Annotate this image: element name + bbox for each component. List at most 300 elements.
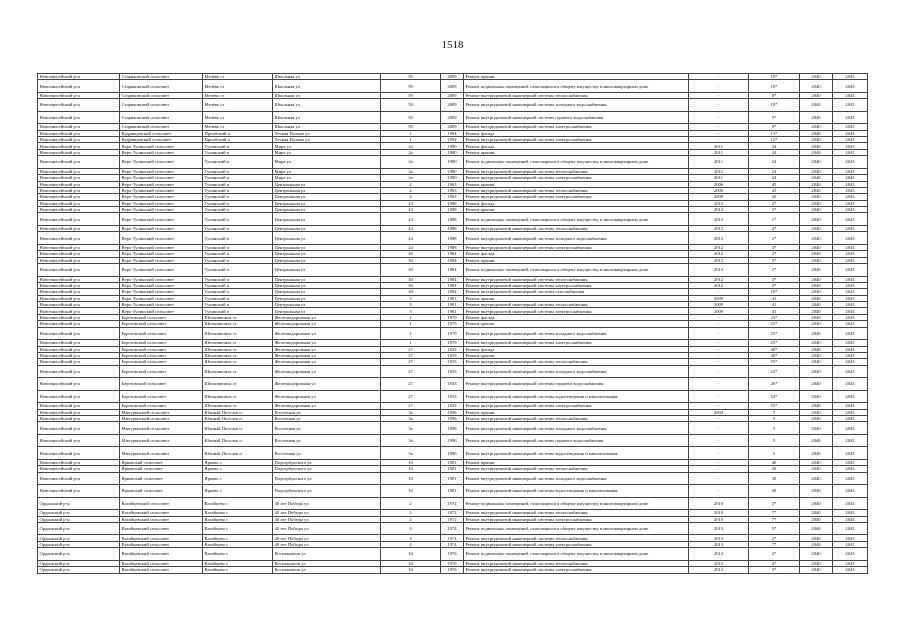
street-cell: Мира ул <box>273 175 381 181</box>
house-number-cell: 3а <box>381 434 441 447</box>
work-type-cell: Ремонт внутридомовой инженерной системы теплоснабжения <box>464 187 689 193</box>
district-cell: Новоенисейский р-н <box>38 485 120 498</box>
settlement-cell: Стариковский сельсовет <box>120 99 203 112</box>
street-cell: Восточная ул <box>273 422 381 435</box>
street-cell: Железнодорожная ул <box>273 390 381 403</box>
work-type-cell: Ремонт внутридомовой инженерной системы электроснабжения <box>464 340 689 346</box>
start-year-cell: 2040 <box>800 422 833 435</box>
end-year-cell: 2043 <box>833 365 868 378</box>
last-repair-year-cell: - <box>689 352 749 358</box>
table-row <box>38 522 868 535</box>
last-repair-year-cell: 2012 <box>689 213 749 226</box>
settlement-cell: Верх-Тулинский сельсовет <box>120 251 203 257</box>
last-repair-year-cell: 2012 <box>689 282 749 288</box>
settlement-cell: Ярковский сельсовет <box>120 485 203 498</box>
start-year-cell: 2040 <box>800 472 833 485</box>
house-number-cell: 59 <box>381 99 441 112</box>
build-year-cell: 1988 <box>441 244 464 250</box>
wear-cell: 3* <box>749 497 800 510</box>
work-type-cell: Ремонт фасада <box>464 251 689 257</box>
street-cell: Центральная ул <box>273 251 381 257</box>
build-year-cell: 1996 <box>441 416 464 422</box>
house-number-cell: 1 <box>381 340 441 346</box>
wear-cell: 5* <box>749 282 800 288</box>
work-type-cell: Ремонт внутридомовой инженерной системы электроснабжения <box>464 403 689 409</box>
last-repair-year-cell: - <box>689 137 749 143</box>
street-cell: Железнодорожная ул <box>273 327 381 340</box>
end-year-cell: 2043 <box>833 257 868 263</box>
locality-cell: Вагайцево с <box>203 541 273 547</box>
house-number-cell: 24 <box>381 200 441 206</box>
district-cell: Новоенисейский р-н <box>38 472 120 485</box>
table-row <box>38 378 868 391</box>
wear-cell: 13* <box>749 130 800 136</box>
work-type-cell: Ремонт фасада <box>464 314 689 320</box>
wear-cell: 24 <box>749 175 800 181</box>
wear-cell: 2* <box>749 232 800 245</box>
end-year-cell: 2043 <box>833 156 868 169</box>
start-year-cell: 2040 <box>800 143 833 149</box>
work-type-cell: Ремонт внутридомовой инженерной системы электроснабжения <box>464 541 689 547</box>
work-type-cell: Ремонт внутридомовой инженерной системы теплоснабжения <box>464 466 689 472</box>
build-year-cell: 2009 <box>441 124 464 130</box>
wear-cell: 22* <box>749 365 800 378</box>
start-year-cell: 2040 <box>800 359 833 365</box>
locality-cell: Тулинский п <box>203 168 273 174</box>
last-repair-year-cell: 2012 <box>689 567 749 573</box>
house-number-cell: 30 <box>381 251 441 257</box>
house-number-cell: 34 <box>381 560 441 566</box>
settlement-cell: Верх-Тулинский сельсовет <box>120 207 203 213</box>
start-year-cell: 2040 <box>800 548 833 561</box>
end-year-cell: 2043 <box>833 459 868 465</box>
house-number-cell: 3а <box>381 416 441 422</box>
work-type-cell: Ремонт подвальных помещений, относящихся к общему имуществу в многоквартирном доме <box>464 548 689 561</box>
settlement-cell: Березовский сельсовет <box>120 390 203 403</box>
start-year-cell: 2040 <box>800 111 833 124</box>
district-cell: Новоенисейский р-н <box>38 232 120 245</box>
house-number-cell: 30 <box>381 257 441 263</box>
locality-cell: Тулинский п <box>203 302 273 308</box>
work-type-cell: Ремонт крыши <box>464 181 689 187</box>
district-cell: Новоенисейский р-н <box>38 251 120 257</box>
settlement-cell: Верх-Тулинский сельсовет <box>120 276 203 282</box>
locality-cell: Вагайцево с <box>203 522 273 535</box>
last-repair-year-cell: - <box>689 359 749 365</box>
build-year-cell: 1996 <box>441 422 464 435</box>
street-cell: 40 лет Победы ул <box>273 541 381 547</box>
work-type-cell: Ремонт внутридомовой инженерной системы электроснабжения <box>464 244 689 250</box>
last-repair-year-cell: 2006 <box>689 181 749 187</box>
house-number-cell: 27 <box>381 346 441 352</box>
build-year-cell: 1996 <box>441 447 464 460</box>
house-number-cell: 10 <box>381 472 441 485</box>
build-year-cell: 1972 <box>441 516 464 522</box>
end-year-cell: 2043 <box>833 302 868 308</box>
settlement-cell: Верх-Тулинский сельсовет <box>120 225 203 231</box>
street-cell: Железнодорожная ул <box>273 403 381 409</box>
street-cell: Центральная ул <box>273 282 381 288</box>
street-cell: Восточная ул <box>273 434 381 447</box>
start-year-cell: 2040 <box>800 124 833 130</box>
street-cell: Школьная ул <box>273 74 381 80</box>
settlement-cell: Березовский сельсовет <box>120 365 203 378</box>
settlement-cell: Кудрявцевский сельсовет <box>120 130 203 136</box>
street-cell: 40 лет Победы ул <box>273 535 381 541</box>
settlement-cell: Мичуринский сельсовет <box>120 409 203 415</box>
locality-cell: Тулинский п <box>203 175 273 181</box>
street-cell: Центральная ул <box>273 264 381 277</box>
end-year-cell: 2043 <box>833 251 868 257</box>
end-year-cell: 2043 <box>833 289 868 295</box>
locality-cell: Тулинский п <box>203 276 273 282</box>
street-cell: Центральная ул <box>273 276 381 282</box>
start-year-cell: 2040 <box>800 74 833 80</box>
build-year-cell: 1972 <box>441 510 464 516</box>
start-year-cell: 2040 <box>800 187 833 193</box>
start-year-cell: 2040 <box>800 560 833 566</box>
work-type-cell: Ремонт внутридомовой инженерной системы теплоснабжения <box>464 92 689 98</box>
build-year-cell: 1981 <box>441 295 464 301</box>
settlement-cell: Верх-Тулинский сельсовет <box>120 143 203 149</box>
settlement-cell: Стариковский сельсовет <box>120 111 203 124</box>
locality-cell: Шелковичиха ст <box>203 346 273 352</box>
table-row <box>38 422 868 435</box>
end-year-cell: 2043 <box>833 522 868 535</box>
house-number-cell: 2 <box>381 497 441 510</box>
build-year-cell: 1974 <box>441 522 464 535</box>
house-number-cell: 24 <box>381 207 441 213</box>
locality-cell: Тулинский п <box>203 257 273 263</box>
last-repair-year-cell: 2011 <box>689 168 749 174</box>
build-year-cell: 1980 <box>441 149 464 155</box>
street-cell: Школьная ул <box>273 124 381 130</box>
house-number-cell: 34 <box>381 548 441 561</box>
house-number-cell: 27 <box>381 365 441 378</box>
settlement-cell: Березовский сельсовет <box>120 321 203 327</box>
wear-cell: 23* <box>749 314 800 320</box>
wear-cell: 40* <box>749 352 800 358</box>
end-year-cell: 2043 <box>833 282 868 288</box>
end-year-cell: 2043 <box>833 378 868 391</box>
district-cell: Новоенисейский р-н <box>38 80 120 93</box>
settlement-cell: Березовский сельсовет <box>120 359 203 365</box>
locality-cell: Вагайцево с <box>203 535 273 541</box>
end-year-cell: 2043 <box>833 181 868 187</box>
build-year-cell: 1981 <box>441 302 464 308</box>
settlement-cell: Березовский сельсовет <box>120 327 203 340</box>
locality-cell: Южный Поселок п <box>203 434 273 447</box>
locality-cell: Шелковичиха ст <box>203 390 273 403</box>
street-cell: Школьная ул <box>273 80 381 93</box>
district-cell: Новоенисейский р-н <box>38 308 120 314</box>
settlement-cell: Вагайцевский сельсовет <box>120 560 203 566</box>
table-row <box>38 567 868 573</box>
street-cell: 40 лет Победы ул <box>273 497 381 510</box>
start-year-cell: 2040 <box>800 225 833 231</box>
house-number-cell: 27 <box>381 403 441 409</box>
settlement-cell: Мичуринский сельсовет <box>120 434 203 447</box>
district-cell: Новоенисейский р-н <box>38 143 120 149</box>
work-type-cell: Ремонт фасада <box>464 130 689 136</box>
start-year-cell: 2040 <box>800 403 833 409</box>
street-cell: Лесная Поляна ул <box>273 137 381 143</box>
end-year-cell: 2043 <box>833 535 868 541</box>
start-year-cell: 2040 <box>800 168 833 174</box>
wear-cell: 5* <box>749 111 800 124</box>
settlement-cell: Верх-Тулинский сельсовет <box>120 232 203 245</box>
table-row <box>38 548 868 561</box>
table-row <box>38 99 868 112</box>
last-repair-year-cell: 2011 <box>689 156 749 169</box>
end-year-cell: 2043 <box>833 168 868 174</box>
street-cell: Центральная ул <box>273 257 381 263</box>
locality-cell: Приобский п <box>203 130 273 136</box>
locality-cell: Вагайцево с <box>203 560 273 566</box>
build-year-cell: 1980 <box>441 168 464 174</box>
table-row <box>38 232 868 245</box>
work-type-cell: Ремонт внутридомовой инженерной системы горячего водоснабжения <box>464 434 689 447</box>
wear-cell: 2* <box>749 251 800 257</box>
settlement-cell: Мичуринский сельсовет <box>120 416 203 422</box>
build-year-cell: 1994 <box>441 137 464 143</box>
locality-cell: Тулинский п <box>203 213 273 226</box>
district-cell: Новоенисейский р-н <box>38 130 120 136</box>
table-row <box>38 156 868 169</box>
district-cell: Новоенисейский р-н <box>38 321 120 327</box>
settlement-cell: Верх-Тулинский сельсовет <box>120 244 203 250</box>
table-row <box>38 264 868 277</box>
work-type-cell: Ремонт крыши <box>464 149 689 155</box>
end-year-cell: 2043 <box>833 92 868 98</box>
settlement-cell: Ярковский сельсовет <box>120 459 203 465</box>
street-cell: Подгорбунского ул <box>273 472 381 485</box>
work-type-cell: Ремонт внутридомовой инженерной системы электроснабжения <box>464 282 689 288</box>
start-year-cell: 2040 <box>800 497 833 510</box>
wear-cell: 45 <box>749 181 800 187</box>
start-year-cell: 2040 <box>800 149 833 155</box>
house-number-cell: 10 <box>381 466 441 472</box>
street-cell: Железнодорожная ул <box>273 314 381 320</box>
street-cell: Восточная ул <box>273 416 381 422</box>
wear-cell: 3* <box>749 244 800 250</box>
district-cell: Новоенисейский р-н <box>38 359 120 365</box>
wear-cell: 25* <box>749 340 800 346</box>
house-number-cell: 27 <box>381 390 441 403</box>
house-number-cell: 24 <box>381 244 441 250</box>
settlement-cell: Верх-Тулинский сельсовет <box>120 200 203 206</box>
street-cell: Железнодорожная ул <box>273 352 381 358</box>
build-year-cell: 1974 <box>441 535 464 541</box>
locality-cell: Тулинский п <box>203 187 273 193</box>
last-repair-year-cell: 2010 <box>689 516 749 522</box>
end-year-cell: 2043 <box>833 244 868 250</box>
wear-cell: 5 <box>749 447 800 460</box>
start-year-cell: 2040 <box>800 346 833 352</box>
build-year-cell: 1996 <box>441 409 464 415</box>
last-repair-year-cell: 2011 <box>689 149 749 155</box>
house-number-cell: 4 <box>381 541 441 547</box>
table-row <box>38 485 868 498</box>
end-year-cell: 2043 <box>833 308 868 314</box>
wear-cell: 5 <box>749 422 800 435</box>
district-cell: Новоенисейский р-н <box>38 99 120 112</box>
district-cell: Новоенисейский р-н <box>38 111 120 124</box>
settlement-cell: Вагайцевский сельсовет <box>120 516 203 522</box>
last-repair-year-cell: 2012 <box>689 232 749 245</box>
wear-cell: 8* <box>749 92 800 98</box>
work-type-cell: Ремонт крыши <box>464 409 689 415</box>
settlement-cell: Верх-Тулинский сельсовет <box>120 181 203 187</box>
district-cell: Новоенисейский р-н <box>38 289 120 295</box>
house-number-cell: 30 <box>381 276 441 282</box>
start-year-cell: 2040 <box>800 314 833 320</box>
last-repair-year-cell: - <box>689 403 749 409</box>
house-number-cell: 34 <box>381 567 441 573</box>
end-year-cell: 2043 <box>833 314 868 320</box>
start-year-cell: 2040 <box>800 466 833 472</box>
end-year-cell: 2043 <box>833 567 868 573</box>
work-type-cell: Ремонт внутридомовой инженерной системы теплоснабжения <box>464 510 689 516</box>
wear-cell: 25* <box>749 321 800 327</box>
last-repair-year-cell: 2012 <box>689 251 749 257</box>
locality-cell: Тулинский п <box>203 295 273 301</box>
house-number-cell: 30 <box>381 289 441 295</box>
last-repair-year-cell: - <box>689 434 749 447</box>
district-cell: Новоенисейский р-н <box>38 149 120 155</box>
house-number-cell: 59 <box>381 124 441 130</box>
district-cell: Новоенисейский р-н <box>38 447 120 460</box>
start-year-cell: 2040 <box>800 282 833 288</box>
build-year-cell: 2009 <box>441 80 464 93</box>
district-cell: Ордынский р-н <box>38 522 120 535</box>
wear-cell: 41 <box>749 302 800 308</box>
district-cell: Новоенисейский р-н <box>38 302 120 308</box>
house-number-cell: 2а <box>381 175 441 181</box>
end-year-cell: 2043 <box>833 207 868 213</box>
build-year-cell: 1984 <box>441 276 464 282</box>
settlement-cell: Вагайцевский сельсовет <box>120 510 203 516</box>
end-year-cell: 2043 <box>833 321 868 327</box>
wear-cell: 12* <box>749 137 800 143</box>
build-year-cell: 1996 <box>441 434 464 447</box>
build-year-cell: 1933 <box>441 390 464 403</box>
street-cell: Космонавтов ул <box>273 548 381 561</box>
table-row <box>38 327 868 340</box>
wear-cell: 5 <box>749 434 800 447</box>
build-year-cell: 1988 <box>441 232 464 245</box>
district-cell: Новоенисейский р-н <box>38 168 120 174</box>
wear-cell: 24 <box>749 143 800 149</box>
district-cell: Ордынский р-н <box>38 541 120 547</box>
last-repair-year-cell: 2009 <box>689 308 749 314</box>
district-cell: Ордынский р-н <box>38 510 120 516</box>
last-repair-year-cell: - <box>689 447 749 460</box>
street-cell: Мира ул <box>273 156 381 169</box>
house-number-cell: 1 <box>381 130 441 136</box>
work-type-cell: Ремонт фасада <box>464 200 689 206</box>
settlement-cell: Мичуринский сельсовет <box>120 422 203 435</box>
locality-cell: Мечёво ст <box>203 111 273 124</box>
street-cell: Железнодорожная ул <box>273 365 381 378</box>
settlement-cell: Верх-Тулинский сельсовет <box>120 175 203 181</box>
locality-cell: Тулинский п <box>203 181 273 187</box>
start-year-cell: 2040 <box>800 213 833 226</box>
work-type-cell: Ремонт внутридомовой инженерной системы холодного водоснабжения <box>464 327 689 340</box>
start-year-cell: 2040 <box>800 516 833 522</box>
last-repair-year-cell: - <box>689 289 749 295</box>
start-year-cell: 2040 <box>800 535 833 541</box>
street-cell: Железнодорожная ул <box>273 321 381 327</box>
build-year-cell: 1976 <box>441 548 464 561</box>
last-repair-year-cell: - <box>689 321 749 327</box>
locality-cell: Тулинский п <box>203 308 273 314</box>
locality-cell: Южный Поселок п <box>203 422 273 435</box>
start-year-cell: 2040 <box>800 485 833 498</box>
end-year-cell: 2043 <box>833 434 868 447</box>
district-cell: Новоенисейский р-н <box>38 74 120 80</box>
wear-cell: 26* <box>749 378 800 391</box>
start-year-cell: 2040 <box>800 416 833 422</box>
district-cell: Новоенисейский р-н <box>38 403 120 409</box>
build-year-cell: 2009 <box>441 92 464 98</box>
table-row <box>38 447 868 460</box>
settlement-cell: Ярковский сельсовет <box>120 466 203 472</box>
locality-cell: Тулинский п <box>203 225 273 231</box>
house-number-cell: 24 <box>381 232 441 245</box>
end-year-cell: 2043 <box>833 516 868 522</box>
locality-cell: Тулинский п <box>203 282 273 288</box>
street-cell: Восточная ул <box>273 447 381 460</box>
settlement-cell: Вагайцевский сельсовет <box>120 567 203 573</box>
locality-cell: Тулинский п <box>203 289 273 295</box>
work-type-cell: Ремонт внутридомовой инженерной системы теплоснабжения <box>464 225 689 231</box>
work-type-cell: Ремонт подвальных помещений, относящихся к общему имуществу в многоквартирном доме <box>464 497 689 510</box>
end-year-cell: 2043 <box>833 409 868 415</box>
district-cell: Ордынский р-н <box>38 516 120 522</box>
start-year-cell: 2040 <box>800 295 833 301</box>
house-number-cell: 10 <box>381 459 441 465</box>
locality-cell: Вагайцево с <box>203 497 273 510</box>
build-year-cell: 1963 <box>441 187 464 193</box>
locality-cell: Мечёво ст <box>203 99 273 112</box>
district-cell: Новоенисейский р-н <box>38 181 120 187</box>
settlement-cell: Верх-Тулинский сельсовет <box>120 282 203 288</box>
build-year-cell: 1979 <box>441 340 464 346</box>
district-cell: Новоенисейский р-н <box>38 225 120 231</box>
start-year-cell: 2040 <box>800 244 833 250</box>
end-year-cell: 2043 <box>833 548 868 561</box>
district-cell: Ордынский р-н <box>38 560 120 566</box>
street-cell: Центральная ул <box>273 244 381 250</box>
last-repair-year-cell: 2012 <box>689 244 749 250</box>
wear-cell: 40 <box>749 459 800 465</box>
start-year-cell: 2040 <box>800 80 833 93</box>
build-year-cell: 1963 <box>441 181 464 187</box>
street-cell: Подгорбунского ул <box>273 459 381 465</box>
work-type-cell: Ремонт подвальных помещений, относящихся к общему имуществу в многоквартирном доме <box>464 264 689 277</box>
table-row <box>38 365 868 378</box>
house-number-cell: 2 <box>381 187 441 193</box>
wear-cell: 5 <box>749 409 800 415</box>
start-year-cell: 2040 <box>800 289 833 295</box>
end-year-cell: 2043 <box>833 541 868 547</box>
build-year-cell: 2009 <box>441 111 464 124</box>
build-year-cell: 1994 <box>441 130 464 136</box>
table-row <box>38 390 868 403</box>
settlement-cell: Березовский сельсовет <box>120 378 203 391</box>
settlement-cell: Березовский сельсовет <box>120 340 203 346</box>
